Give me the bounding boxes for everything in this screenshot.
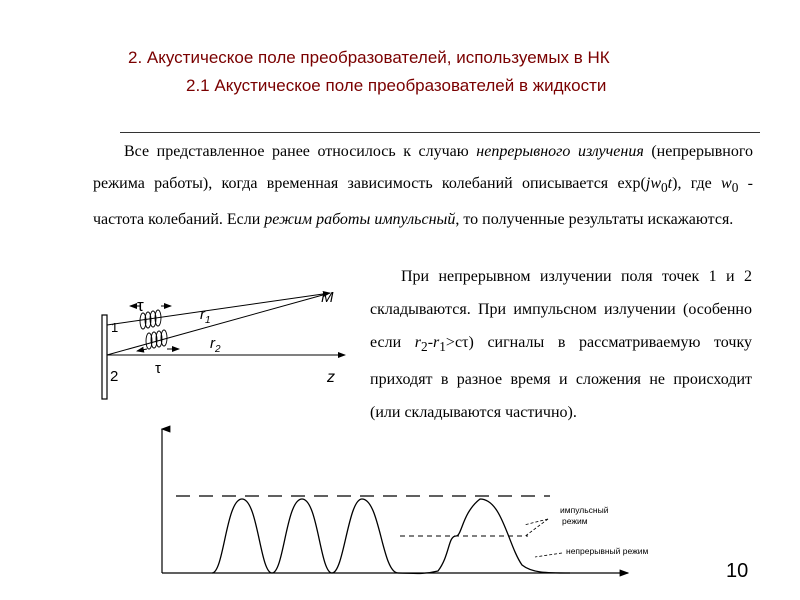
text-run: ) сигналы в рассматриваемую точку приходят в разное время и сложения не происходит (или складываются частично).: [370, 334, 752, 422]
text-run-italic: w: [721, 175, 732, 192]
tau-marker-bottom: [137, 349, 147, 351]
r2-label: [210, 335, 221, 355]
signal-curve: [212, 499, 570, 574]
page-number: 10: [726, 560, 749, 582]
paragraph-pulse-summation: [370, 260, 752, 429]
text-run-italic: jw: [645, 175, 661, 192]
text-run-italic: r: [414, 334, 422, 351]
tau-label-top: τ: [137, 296, 144, 315]
heading-line-2: 2.1 Акустическое поле преобразователей в жидкости: [186, 76, 607, 95]
pulse-label-line1: импульсный: [560, 505, 609, 515]
continuous-regime-label: непрерывный режим: [566, 546, 649, 556]
pulse-label-line2: режим: [562, 516, 588, 526]
subscript: 1: [439, 339, 446, 355]
point-M-label: M: [321, 289, 334, 306]
text-run: τ: [462, 334, 469, 351]
pulse-regime-label: [560, 505, 609, 526]
paragraph-continuous-vs-pulse: [93, 136, 753, 236]
text-run: ), где: [672, 175, 722, 192]
divider: [120, 132, 760, 133]
text-run-italic: режим работы импульсный: [264, 211, 456, 229]
point-1-label: 1: [111, 320, 119, 335]
subscript: 0: [731, 180, 739, 196]
r1-subscript: 1: [205, 315, 211, 326]
transducer-plate: [102, 315, 107, 399]
text-run-italic: t: [667, 175, 673, 192]
text-run: При непрерывном излучении поля точек 1 и 2 складываются. При импульсном излучении (особенно если: [370, 268, 752, 351]
text-run: , то полученные результаты искажаются.: [455, 211, 734, 229]
tau-label-bottom: τ: [155, 360, 161, 377]
continuous-pointer: [535, 553, 562, 557]
text-run: - частота колебаний. Если: [93, 175, 754, 229]
heading-line-1: 2. Акустическое поле преобразователей, используемых в НК: [128, 48, 610, 67]
r2-letter: r: [210, 335, 215, 352]
text-run-italic: непрерывного излучения: [476, 143, 644, 160]
text-run: Все представленное ранее относилось к случаю: [124, 143, 477, 160]
point-2-label: 2: [110, 368, 119, 385]
z-axis-label: z: [327, 369, 335, 386]
subscript: 0: [661, 180, 668, 196]
transducer-geometry-diagram: [95, 285, 360, 405]
text-run: (непрерывного режима работы), когда временная зависимость колебаний описывается exp(: [93, 143, 754, 192]
r2-subscript: 2: [215, 344, 221, 355]
r1-label: [200, 306, 211, 326]
text-run: >c: [445, 334, 463, 351]
pulse-pointer-1: [524, 519, 548, 525]
pulse-vs-continuous-diagram: [150, 425, 675, 580]
subscript: 2: [421, 339, 428, 355]
r1-letter: r: [200, 306, 205, 323]
text-run: -: [427, 334, 434, 351]
text-run-italic: r: [433, 334, 440, 351]
